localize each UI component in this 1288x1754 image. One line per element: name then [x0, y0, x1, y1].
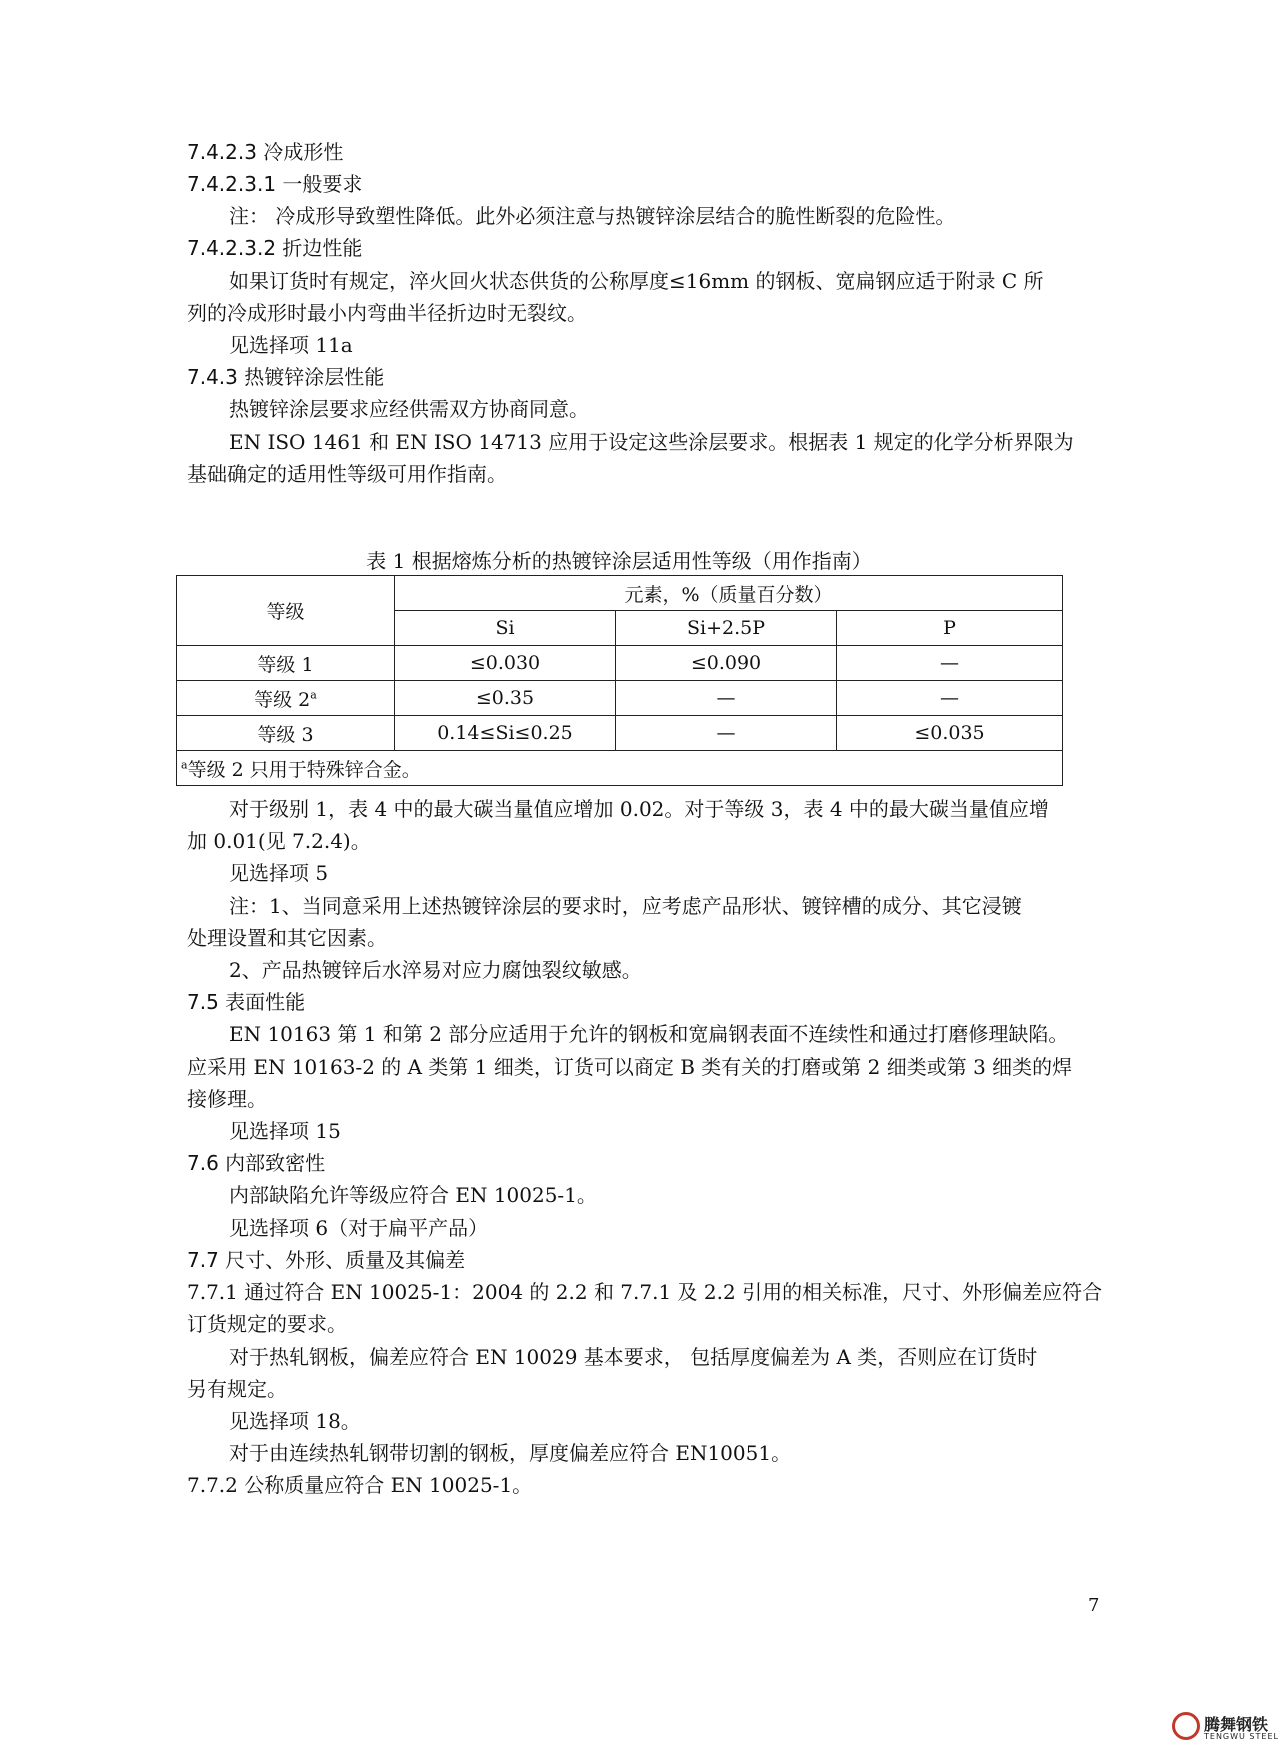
table-header-elements: 元素，%（质量百分数）: [395, 576, 1063, 611]
table-cell: ≤0.35: [395, 681, 616, 716]
logo-name-en: TENGWU STEEL: [1204, 1732, 1279, 1741]
paragraph-line: 列的冷成形时最小内弯曲半径折边时无裂纹。: [187, 301, 587, 325]
section-heading: 7.4.3 热镀锌涂层性能: [187, 365, 385, 389]
table-cell: ≤0.030: [395, 646, 616, 681]
paragraph-line: 7.7.1 通过符合 EN 10025-1：2004 的 2.2 和 7.7.1 及 2.2 引用的相关标准，尺寸、外形偏差应符合: [187, 1280, 1103, 1304]
table-row: [177, 681, 1063, 716]
table-cell: 等级 3: [177, 716, 395, 751]
note-text: 注：1、当同意采用上述热镀锌涂层的要求时，应考虑产品形状、镀锌槽的成分、其它浸镀: [229, 894, 1022, 918]
paragraph-line: 基础确定的适用性等级可用作指南。: [187, 462, 507, 486]
paragraph-line: 加 0.01(见 7.2.4)。: [187, 829, 371, 853]
paragraph-line: EN 10163 第 1 和第 2 部分应适用于允许的钢板和宽扁钢表面不连续性和通过打磨修理缺陷。: [229, 1022, 1069, 1046]
paragraph-line: 热镀锌涂层要求应经供需双方协商同意。: [229, 397, 589, 421]
table-cell: —: [616, 716, 837, 751]
section-heading: 7.4.2.3.2 折边性能: [187, 236, 363, 260]
option-reference: 见选择项 15: [229, 1119, 341, 1143]
table-cell: —: [837, 646, 1063, 681]
table-cell: 等级 1: [177, 646, 395, 681]
paragraph-line: 接修理。: [187, 1087, 267, 1111]
option-reference: 见选择项 11a: [229, 333, 353, 357]
note-text: 处理设置和其它因素。: [187, 926, 387, 950]
paragraph-line: 订货规定的要求。: [187, 1312, 347, 1336]
logo-name-cn: 腾舞钢铁: [1204, 1715, 1269, 1734]
company-logo: [1172, 1710, 1284, 1746]
table-header-cell: Si+2.5P: [616, 611, 837, 646]
paragraph-line: EN ISO 1461 和 EN ISO 14713 应用于设定这些涂层要求。根据表 1 规定的化学分析界限为: [229, 430, 1074, 454]
table-row: [177, 716, 1063, 751]
option-reference: 见选择项 18。: [229, 1409, 361, 1433]
page-number: 7: [1088, 1595, 1100, 1616]
note-text: 注： 冷成形导致塑性降低。此外必须注意与热镀锌涂层结合的脆性断裂的危险性。: [229, 204, 956, 228]
logo-mark-icon: [1172, 1712, 1200, 1740]
section-heading: 7.4.2.3.1 一般要求: [187, 172, 363, 196]
section-heading: 7.4.2.3 冷成形性: [187, 140, 344, 164]
table-cell: ≤0.090: [616, 646, 837, 681]
option-reference: 见选择项 6（对于扁平产品）: [229, 1216, 489, 1240]
paragraph-line: 另有规定。: [187, 1377, 287, 1401]
section-heading: 7.6 内部致密性: [187, 1151, 326, 1175]
table-cell: ≤0.035: [837, 716, 1063, 751]
option-reference: 见选择项 5: [229, 861, 329, 885]
table-cell: 等级 2$^a$: [177, 681, 395, 716]
paragraph-line: 7.7.2 公称质量应符合 EN 10025-1。: [187, 1473, 533, 1497]
paragraph-line: 应采用 EN 10163-2 的 A 类第 1 细类，订货可以商定 B 类有关的打磨或第 2 细类或第 3 细类的焊: [187, 1055, 1073, 1079]
paragraph-line: 对于热轧钢板，偏差应符合 EN 10029 基本要求， 包括厚度偏差为 A 类，否则应在订货时: [229, 1345, 1038, 1369]
table-header-grade: 等级: [177, 576, 395, 646]
table-caption: 表 1 根据熔炼分析的热镀锌涂层适用性等级（用作指南）: [366, 549, 872, 573]
section-heading: 7.5 表面性能: [187, 990, 306, 1014]
section-heading: 7.7 尺寸、外形、质量及其偏差: [187, 1248, 466, 1272]
table-cell: —: [837, 681, 1063, 716]
paragraph-line: 如果订货时有规定，淬火回火状态供货的公称厚度≤16mm 的钢板、宽扁钢应适于附录 C 所: [229, 269, 1044, 293]
galvanizing-suitability-table: [176, 575, 1063, 786]
table-cell: —: [616, 681, 837, 716]
table-header-cell: Si: [395, 611, 616, 646]
paragraph-line: 内部缺陷允许等级应符合 EN 10025-1。: [229, 1183, 597, 1207]
paragraph-line: 对于由连续热轧钢带切割的钢板，厚度偏差应符合 EN10051。: [229, 1441, 792, 1465]
table-header-cell: P: [837, 611, 1063, 646]
note-text: 2、产品热镀锌后水淬易对应力腐蚀裂纹敏感。: [229, 958, 642, 982]
table-cell: 0.14≤Si≤0.25: [395, 716, 616, 751]
table-footnote: $^a$等级 2 只用于特殊锌合金。: [177, 751, 1063, 786]
table-row: [177, 646, 1063, 681]
paragraph-line: 对于级别 1，表 4 中的最大碳当量值应增加 0.02。对于等级 3，表 4 中的最大碳当量值应增: [229, 797, 1049, 821]
